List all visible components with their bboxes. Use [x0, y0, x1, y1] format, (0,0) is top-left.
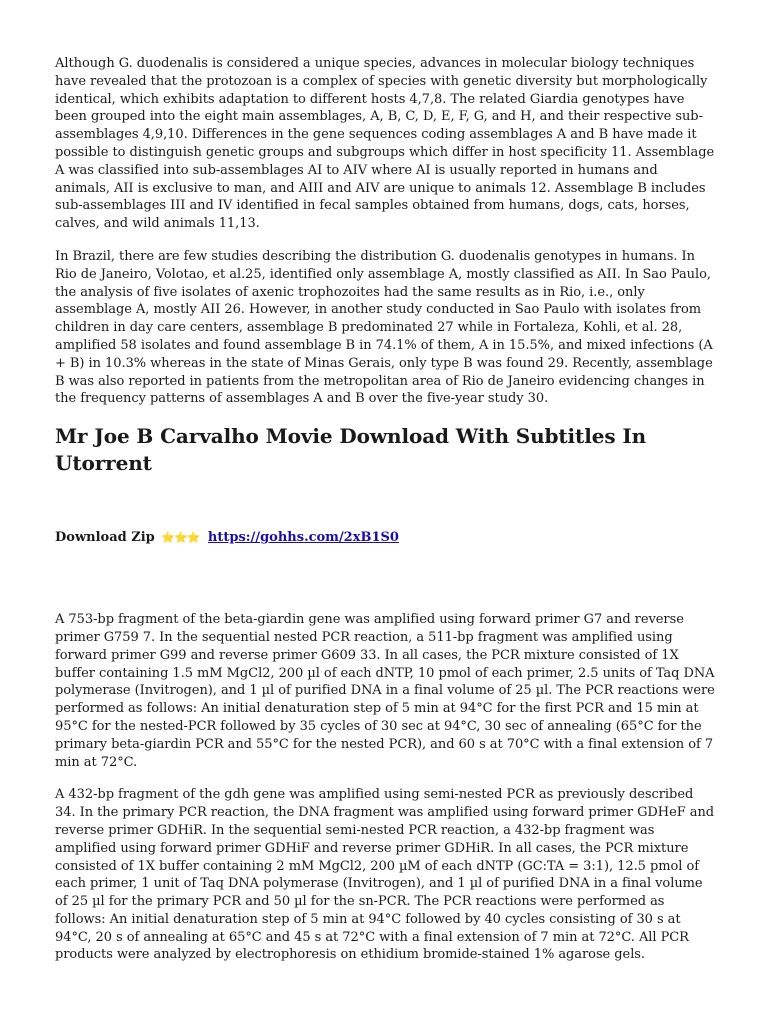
download-link[interactable]: https://gohhs.com/2xB1S0 — [207, 530, 399, 546]
document-page — [55, 55, 715, 979]
methods-paragraph-1: A 753-bp fragment of the beta-giardin gene was amplified using forward primer G7 and reverse primer G759 7. In the sequential nested PCR reaction, a 511-bp fragment was amplified using forward primer G99 and reverse primer G609 33. In all cases, the PCR mixture consisted of 1X buffer containing 1.5 mM MgCl2, 200 µl of each dNTP, 10 pmol of each primer, 2.5 units of Taq DNA polymerase (Invitrogen), and 1 µl of purified DNA in a final volume of 25 µl. The PCR reactions were performed as follows: An initial denaturation step of 5 min at 94°C for the first PCR and 15 min at 95°C for the nested-PCR followed by 35 cycles of 30 sec at 94°C, 30 sec of annealing (65°C for the primary beta-giardin PCR and 55°C for the nested PCR), and 60 s at 70°C with a final extension of 7 min at 72°C. — [55, 612, 715, 770]
download-arrows-icon: ⭐⭐⭐ — [161, 531, 200, 545]
methods-paragraph-2: A 432-bp fragment of the gdh gene was amplified using semi-nested PCR as previously described 34. In the primary PCR reaction, the DNA fragment was amplified using forward primer GDHeF and reverse primer GDHiR. In the sequential semi-nested PCR reaction, a 432-bp fragment was amplified using forward primer GDHiF and reverse primer GDHiR. In all cases, the PCR mixture consisted of 1X buffer containing 2 mM MgCl2, 200 µM of each dNTP (GC:TA = 3:1), 12.5 pmol of each primer, 1 unit of Taq DNA polymerase (Invitrogen), and 1 µl of purified DNA in a final volume of 25 µl for the primary PCR and 50 µl for the sn-PCR. The PCR reactions were performed as follows: An initial denaturation step of 5 min at 94°C followed by 40 cycles consisting of 30 s at 94°C, 20 s of annealing at 65°C and 45 s at 72°C with a final extension of 7 min at 72°C. All PCR products were analyzed by electrophoresis on ethidium bromide-stained 1% agarose gels. — [55, 787, 715, 963]
intro-paragraph-2: In Brazil, there are few studies describing the distribution G. duodenalis genotypes in humans. In Rio de Janeiro, Volotao, et al.25, identified only assemblage A, mostly classified as AII. In Sao Paulo, the analysis of five isolates of axenic trophozoites had the same results as in Rio, i.e., only assemblage A, mostly AII 26. However, in another study conducted in Sao Paulo with isolates from children in day care centers, assemblage B predominated 27 while in Fortaleza, Kohli, et al. 28, amplified 58 isolates and found assemblage B in 74.1% of them, A in 15.5%, and mixed infections (A + B) in 10.3% whereas in the state of Minas Gerais, only type B was found 29. Recently, assemblage B was also reported in patients from the metropolitan area of Rio de Janeiro evidencing changes in the frequency patterns of assemblages A and B over the five-year study 30. — [55, 248, 713, 407]
page-title: Mr Joe B Carvalho Movie Download With Subtitles In Utorrent — [55, 424, 647, 476]
download-line — [55, 529, 715, 547]
intro-paragraph-1: Although G. duodenalis is considered a unique species, advances in molecular biology techniques have revealed that the protozoan is a complex of species with genetic diversity but morphologically identical, which exhibits adaptation to different hosts 4,7,8. The related Giardia genotypes have been grouped into the eight main assemblages, A, B, C, D, E, F, G, and H, and their respective sub-assemblages 4,9,10. Differences in the gene sequences coding assemblages A and B have made it possible to distinguish genetic groups and subgroups which differ in host specificity 11. Assemblage A was classified into sub-assemblages AI to AIV where AI is usually reported in humans and animals, AII is exclusive to man, and AIII and AIV are unique to animals 12. Assemblage B includes sub-assemblages III and IV identified in fecal samples obtained from humans, dogs, cats, horses, calves, and wild animals 11,13. — [55, 56, 715, 232]
download-label: Download Zip — [55, 530, 155, 546]
